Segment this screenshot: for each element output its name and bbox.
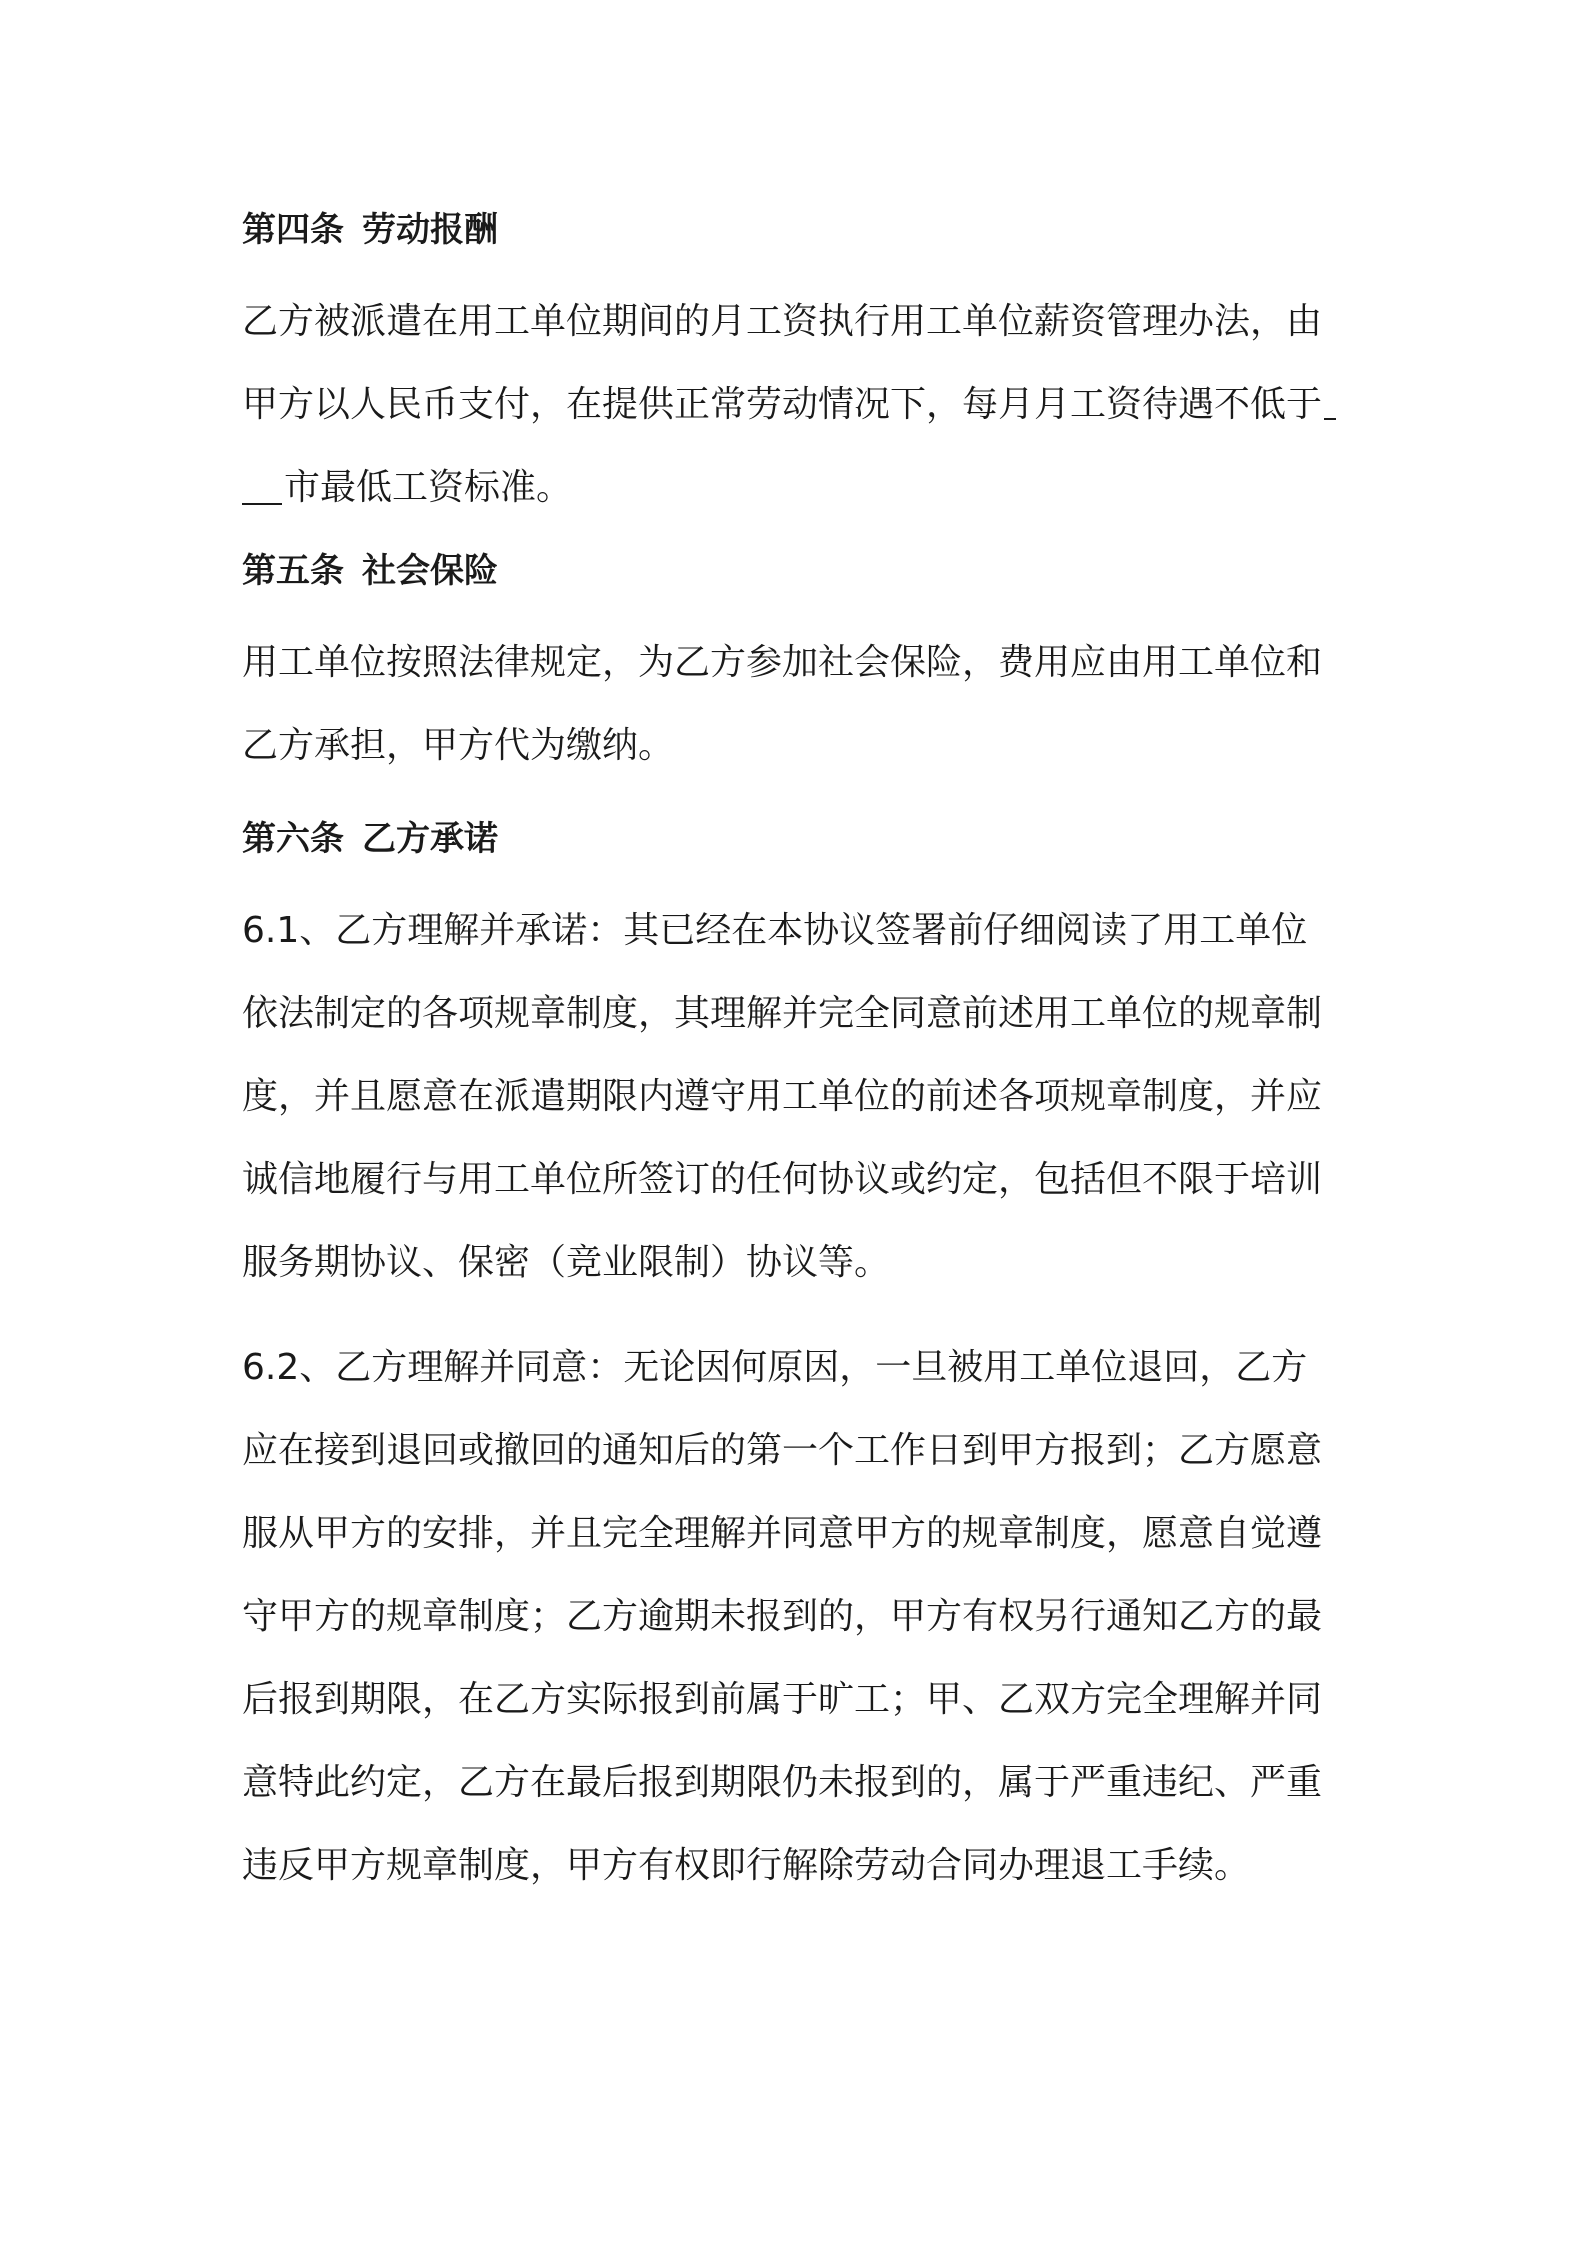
clause-6-2-paragraph	[242, 1326, 1352, 1907]
article-4-line-1: 乙方被派遣在用工单位期间的月工资执行用工单位薪资管理办法，由	[242, 301, 1323, 342]
clause-6-1-line-5: 服务期协议、保密（竞业限制）协议等。	[242, 1242, 891, 1283]
clause-6-1-line-4: 诚信地履行与用工单位所签订的任何协议或约定，包括但不限于培训	[242, 1159, 1323, 1200]
article-5-title: 社会保险	[362, 551, 498, 591]
clause-6-1-line-2: 依法制定的各项规章制度，其理解并完全同意前述用工单位的规章制	[242, 993, 1323, 1034]
article-6-title: 乙方承诺	[362, 819, 498, 859]
article-4-line-3	[242, 446, 1352, 529]
clause-6-2-line-1: 6.2、乙方理解并同意：无论因何原因，一旦被用工单位退回，乙方	[242, 1347, 1308, 1388]
clause-6-2-line-3: 服从甲方的安排，并且完全理解并同意甲方的规章制度，愿意自觉遵	[242, 1513, 1323, 1554]
article-5-line-2: 乙方承担，甲方代为缴纳。	[242, 725, 675, 766]
blank-underline	[1324, 388, 1336, 420]
clause-6-1-line-3: 度，并且愿意在派遣期限内遵守用工单位的前述各项规章制度，并应	[242, 1076, 1323, 1117]
article-4-line-2-text: 甲方以人民币支付，在提供正常劳动情况下，每月月工资待遇不低于	[242, 384, 1323, 425]
article-4-line-3-text: 市最低工资标准。	[284, 467, 573, 508]
clause-6-1-paragraph	[242, 889, 1352, 1304]
clause-6-2-line-5: 后报到期限，在乙方实际报到前属于旷工；甲、乙双方完全理解并同	[242, 1679, 1323, 1720]
article-4-number: 第四条	[242, 210, 344, 250]
article-6-heading	[242, 809, 1352, 869]
article-4-line-2	[242, 363, 1352, 446]
article-5-number: 第五条	[242, 551, 344, 591]
article-5-paragraph	[242, 621, 1352, 787]
blank-underline	[242, 473, 282, 505]
article-4-paragraph	[242, 280, 1352, 529]
article-5-heading	[242, 541, 1352, 601]
article-6-number: 第六条	[242, 819, 344, 859]
clause-6-2-line-2: 应在接到退回或撤回的通知后的第一个工作日到甲方报到；乙方愿意	[242, 1430, 1323, 1471]
article-4-title: 劳动报酬	[362, 210, 498, 250]
clause-6-2-line-7: 违反甲方规章制度，甲方有权即行解除劳动合同办理退工手续。	[242, 1845, 1251, 1886]
document-body	[242, 200, 1352, 1907]
clause-6-1-line-1: 6.1、乙方理解并承诺：其已经在本协议签署前仔细阅读了用工单位	[242, 910, 1308, 951]
article-4-heading	[242, 200, 1352, 260]
clause-6-2-line-6: 意特此约定，乙方在最后报到期限仍未报到的，属于严重违纪、严重	[242, 1762, 1323, 1803]
clause-6-2-line-4: 守甲方的规章制度；乙方逾期未报到的，甲方有权另行通知乙方的最	[242, 1596, 1323, 1637]
article-5-line-1: 用工单位按照法律规定，为乙方参加社会保险，费用应由用工单位和	[242, 642, 1323, 683]
